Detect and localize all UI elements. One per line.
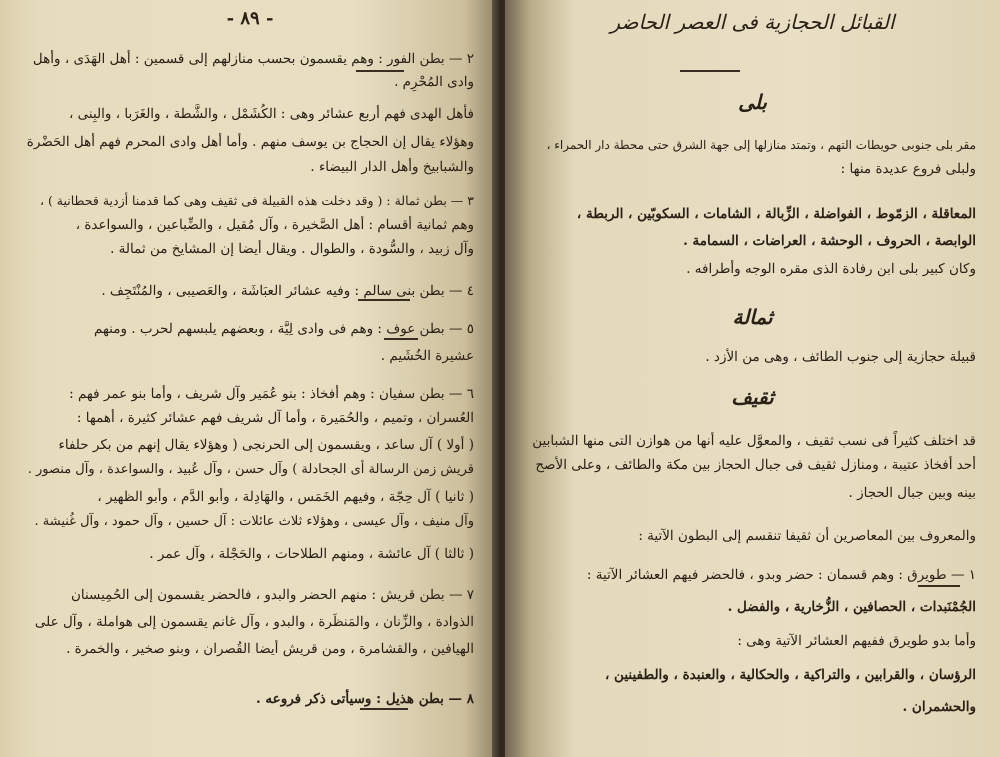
text-line: وهم ثمانية أقسام : أهل الصَّخيرة ، وآل مُقيل ، والضِّباعين ، والسواعدة ، (75, 217, 474, 233)
text-line: قبيلة حجازية إلى جنوب الطائف ، وهى من الأزد . (705, 349, 976, 365)
text-line: ٦ — بطن سفيان : وهم أفخاذ : بنو عُمَير وآل شريف ، وأما بنو عمر فهم : (69, 386, 474, 402)
section-heading: ثمالة (732, 305, 773, 329)
text-line: وهؤلاء يقال إن الحجاج بن يوسف منهم . وأما أهل وادى المحرم فهم أهل الحَضْرة (26, 134, 474, 150)
text-line: والمعروف بين المعاصرين أن ثقيفا تنقسم إلى البطون الآتية : (638, 528, 976, 544)
text-line: المعاقلة ، الزمّوط ، الفواضلة ، الزِّبالة ، الشامات ، السكوبّين ، الربطة ، (576, 206, 976, 222)
right-page (505, 0, 1000, 757)
text-line: والحشمران . (902, 699, 976, 715)
text-line: ( أولا ) آل ساعد ، ويقسمون إلى الحرنجى ( وهؤلاء يقال إنهم من بكر حلفاء (58, 437, 474, 453)
text-line: الذوادة ، والزِّنان ، والمَنظَرة ، والبدو ، وآل غانم يقسمون إلى هواملة ، وآل على (34, 614, 474, 630)
text-line: وآل زبيد ، والسُّودة ، والطوال . ويقال أيضا إن المشايخ من ثمالة . (110, 241, 474, 257)
text-line: ٢ — بطن الفور : وهم يقسمون بحسب منازلهم إلى قسمين : أهل الهَدَى ، وأهل (32, 51, 474, 67)
text-line: الرؤسان ، والقرابين ، والتراكية ، والحكالية ، والعنبدة ، والطفينين ، (604, 667, 976, 683)
text-line: ٣ — بطن ثمالة : ( وقد دخلت هذه القبيلة فى ثقيف وهى كما قدمنا أزدية قحطانية ) ، (39, 193, 474, 208)
text-line: ٧ — بطن قريش : منهم الحضر والبدو ، فالحضر يقسمون إلى الحُمِيسنان (70, 587, 474, 603)
text-line: وكان كبير بلى ابن رفادة الذى مقره الوجه وأطرافه . (686, 261, 976, 277)
section-heading: ثقيف (731, 385, 774, 409)
text-line: وأما بدو طويرق ففيهم العشائر الآتية وهى : (737, 633, 976, 649)
text-line: بينه وبين جبال الحجاز . (848, 485, 976, 501)
text-line: ٤ — بطن بنى سالم : وفيه عشائر العبَاشَة ، والعَصيبى ، والمُنْتَجِف . (101, 283, 474, 299)
text-line: العُسران ، وتميم ، والحُمَيرة ، وأما آل شريف فهم عشائر كثيرة ، أهمها : (76, 410, 474, 426)
underline-mark (358, 299, 410, 301)
text-line: ولبلى فروع عديدة منها : (840, 161, 976, 177)
underline-mark (918, 585, 960, 587)
text-line: ( ثانيا ) آل حِجّة ، وفيهم الخَمَس ، والهَادِلة ، وأبو الدَّم ، وأبو الظهير ، (97, 489, 474, 505)
underline-mark (360, 708, 408, 710)
text-line: الوابصة ، الحروف ، الوحشة ، العراضات ، السمامة . (683, 233, 976, 249)
title-rule (680, 70, 740, 72)
text-line: الجُمْنَبدات ، الحصافين ، الزُّخارية ، والفضل . (727, 599, 976, 615)
text-line: فأهل الهدى فهم أربع عشائر وهى : الكُشَمْل ، والشَّطة ، والغَرَبا ، والبِنى ، (68, 106, 474, 122)
page-title: القبائل الحجازية فى العصر الحاضر (610, 10, 895, 34)
text-line: أحد أفخاذ عتيبة ، ومنازل ثقيف فى جبال الحجاز بين مكة والطائف ، وعلى الأصح (535, 457, 976, 473)
text-line: قد اختلف كثيراً فى نسب ثقيف ، والمعوَّل عليه أنها من هوازن التى منها الشبابين (532, 433, 976, 449)
text-line: الهيافين ، والقشامرة ، ومن قريش أيضا القُصران ، وبنو صخير ، والخمرة . (66, 641, 474, 657)
text-line: ٥ — بطن عوف : وهم فى وادى لِيَّة ، وبعضهم يلبسهم لحرب . ومنهم (93, 321, 474, 337)
text-line: ١ — طويرق : وهم قسمان : حضر وبدو ، فالحضر فيهم العشائر الآتية : (586, 567, 976, 583)
text-line: وآل منيف ، وآل عيسى ، وهؤلاء ثلاث عائلات : آل حسين ، وآل حمود ، وآل غُنيشة . (34, 514, 474, 529)
text-line: عشيرة الخُشَيم . (380, 348, 474, 364)
text-line: مقر بلى جنوبى حويطات التهم ، وتمتد منازلها إلى جهة الشرق حتى محطة دار الحمراء ، (546, 138, 976, 152)
text-line: والشبابيخ وأهل الدار البيضاء . (310, 159, 474, 175)
text-line: قريش زمن الرسالة أى الجحادلة ) وآل حسن ، وآل عُبيد ، والسواعدة ، وآل منصور . (27, 462, 474, 477)
page-number: - ٨٩ - (226, 8, 274, 29)
text-line: ( ثالثا ) آل عائشة ، ومنهم الطلاحات ، والحَجْلة ، وآل عمر . (149, 546, 474, 562)
underline-mark (384, 338, 418, 340)
text-line: ٨ — بطن هذيل : وسيأتى ذكر فروعه . (256, 691, 474, 707)
section-heading: بلى (738, 90, 767, 114)
text-line: وادى المُحْرِم . (394, 74, 474, 90)
underline-mark (356, 70, 404, 72)
